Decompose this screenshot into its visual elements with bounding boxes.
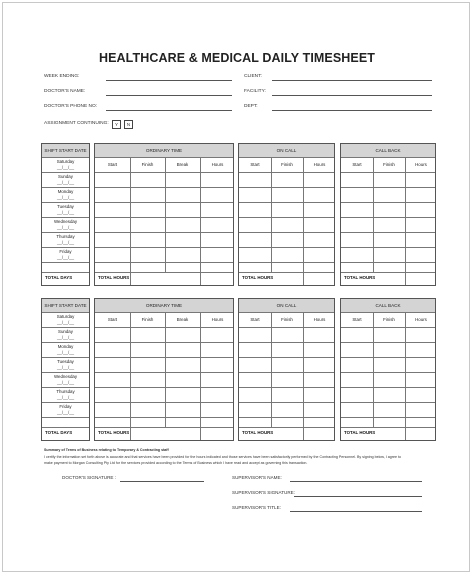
doctors-phone-field[interactable] <box>106 110 232 111</box>
terms-summary-heading: Summary of Terms of Business relating to Temporary & Contracting staff <box>44 448 169 452</box>
col-hours: Hours <box>211 162 224 167</box>
day-row[interactable]: Wednesday __/__/__ <box>53 219 78 230</box>
doctors-name-field[interactable] <box>106 95 232 96</box>
day-row[interactable]: Tuesday __/__/__ <box>56 204 75 215</box>
day-row[interactable]: Thursday __/__/__ <box>56 389 75 400</box>
call-back-header: CALL BACK <box>341 144 435 157</box>
shift-start-date-header: SHIFT START DATE <box>42 144 89 157</box>
total-days-label: TOTAL DAYS <box>45 275 73 280</box>
on-call-table <box>238 143 335 286</box>
client-label: CLIENT: <box>244 74 262 79</box>
col-finish: Finish <box>383 162 395 167</box>
col-hours: Hours <box>415 317 427 322</box>
col-hours: Hours <box>415 162 427 167</box>
day-row[interactable]: Sunday __/__/__ <box>56 174 75 185</box>
call-back-table <box>340 298 436 441</box>
on-call-table <box>238 298 335 441</box>
day-row[interactable]: Saturday __/__/__ <box>56 314 75 325</box>
page-frame <box>2 2 470 572</box>
call-back-table <box>340 143 436 286</box>
dept-field[interactable] <box>272 110 432 111</box>
week-ending-field[interactable] <box>106 80 232 81</box>
assignment-continuing-label: ASSIGNMENT CONTINUING: <box>44 121 109 126</box>
col-hours: Hours <box>313 162 326 167</box>
doctors-name-label: DOCTOR'S NAME: <box>44 89 86 94</box>
day-row[interactable]: Friday __/__/__ <box>56 404 75 415</box>
week-ending-label: WEEK ENDING: <box>44 74 80 79</box>
day-row[interactable]: Monday __/__/__ <box>56 189 75 200</box>
col-hours: Hours <box>313 317 326 322</box>
certification-text: I certify the information set forth above is accurate and that services have been provided for the hours indicated and those services have been satisfactorily performed by the Contracting Personnel. By signing below, I agree to <box>44 455 401 459</box>
call-back-header: CALL BACK <box>341 299 435 312</box>
supervisors-signature-field[interactable] <box>294 496 422 497</box>
day-row[interactable]: Saturday __/__/__ <box>56 159 75 170</box>
day-row[interactable]: Friday __/__/__ <box>56 249 75 260</box>
shift-start-date-table <box>41 298 90 441</box>
col-finish: Finish <box>281 317 293 322</box>
dept-label: DEPT: <box>244 104 258 109</box>
client-field[interactable] <box>272 80 432 81</box>
supervisors-title-field[interactable] <box>290 511 422 512</box>
ordinary-time-header: ORDINARY TIME <box>95 299 233 312</box>
col-start: Start <box>250 162 260 167</box>
col-finish: Finish <box>141 162 154 167</box>
shift-start-date-table <box>41 143 90 286</box>
col-break: Break <box>176 162 189 167</box>
supervisors-title-label: SUPERVISOR'S TITLE: <box>232 505 281 510</box>
total-hours-label: TOTAL HOURS <box>98 275 130 280</box>
ordinary-time-header: ORDINARY TIME <box>95 144 233 157</box>
no-checkbox[interactable]: N <box>124 120 133 129</box>
total-hours-label: TOTAL HOURS <box>344 275 376 280</box>
day-row[interactable]: Monday __/__/__ <box>56 344 75 355</box>
day-row[interactable]: Thursday __/__/__ <box>56 234 75 245</box>
facility-label: FACILITY: <box>244 89 266 94</box>
supervisors-name-label: SUPERVISOR'S NAME: <box>232 475 282 480</box>
payment-agreement-text: make payment to Morgan Consulting Pty Ltd for the services provided according to the Terms of Business which I have read and accept as governing this transaction. <box>44 461 308 465</box>
col-hours: Hours <box>211 317 224 322</box>
on-call-header: ON CALL <box>239 144 334 157</box>
col-finish: Finish <box>281 162 293 167</box>
facility-field[interactable] <box>272 95 432 96</box>
ordinary-time-table <box>94 143 234 286</box>
day-row[interactable]: Tuesday __/__/__ <box>56 359 75 370</box>
col-start: Start <box>107 162 118 167</box>
doctors-signature-field[interactable] <box>120 481 204 482</box>
col-start: Start <box>107 317 118 322</box>
supervisors-signature-label: SUPERVISOR'S SIGNATURE: <box>232 490 295 495</box>
col-start: Start <box>352 317 362 322</box>
day-row[interactable]: Sunday __/__/__ <box>56 329 75 340</box>
total-hours-label: TOTAL HOURS <box>242 275 274 280</box>
day-row[interactable]: Wednesday __/__/__ <box>53 374 78 385</box>
col-break: Break <box>176 317 189 322</box>
shift-start-date-header: SHIFT START DATE <box>42 299 89 312</box>
total-hours-label: TOTAL HOURS <box>242 430 274 435</box>
total-hours-label: TOTAL HOURS <box>98 430 130 435</box>
total-days-label: TOTAL DAYS <box>45 430 73 435</box>
col-start: Start <box>352 162 362 167</box>
ordinary-time-table <box>94 298 234 441</box>
doctors-signature-label: DOCTOR'S SIGNATURE : <box>62 475 117 480</box>
col-start: Start <box>250 317 260 322</box>
doctors-phone-label: DOCTOR'S PHONE NO: <box>44 104 98 109</box>
col-finish: Finish <box>383 317 395 322</box>
yes-checkbox[interactable]: Y <box>112 120 121 129</box>
on-call-header: ON CALL <box>239 299 334 312</box>
page-title: HEALTHCARE & MEDICAL DAILY TIMESHEET <box>98 51 376 65</box>
total-hours-label: TOTAL HOURS <box>344 430 376 435</box>
supervisors-name-field[interactable] <box>290 481 422 482</box>
col-finish: Finish <box>141 317 154 322</box>
